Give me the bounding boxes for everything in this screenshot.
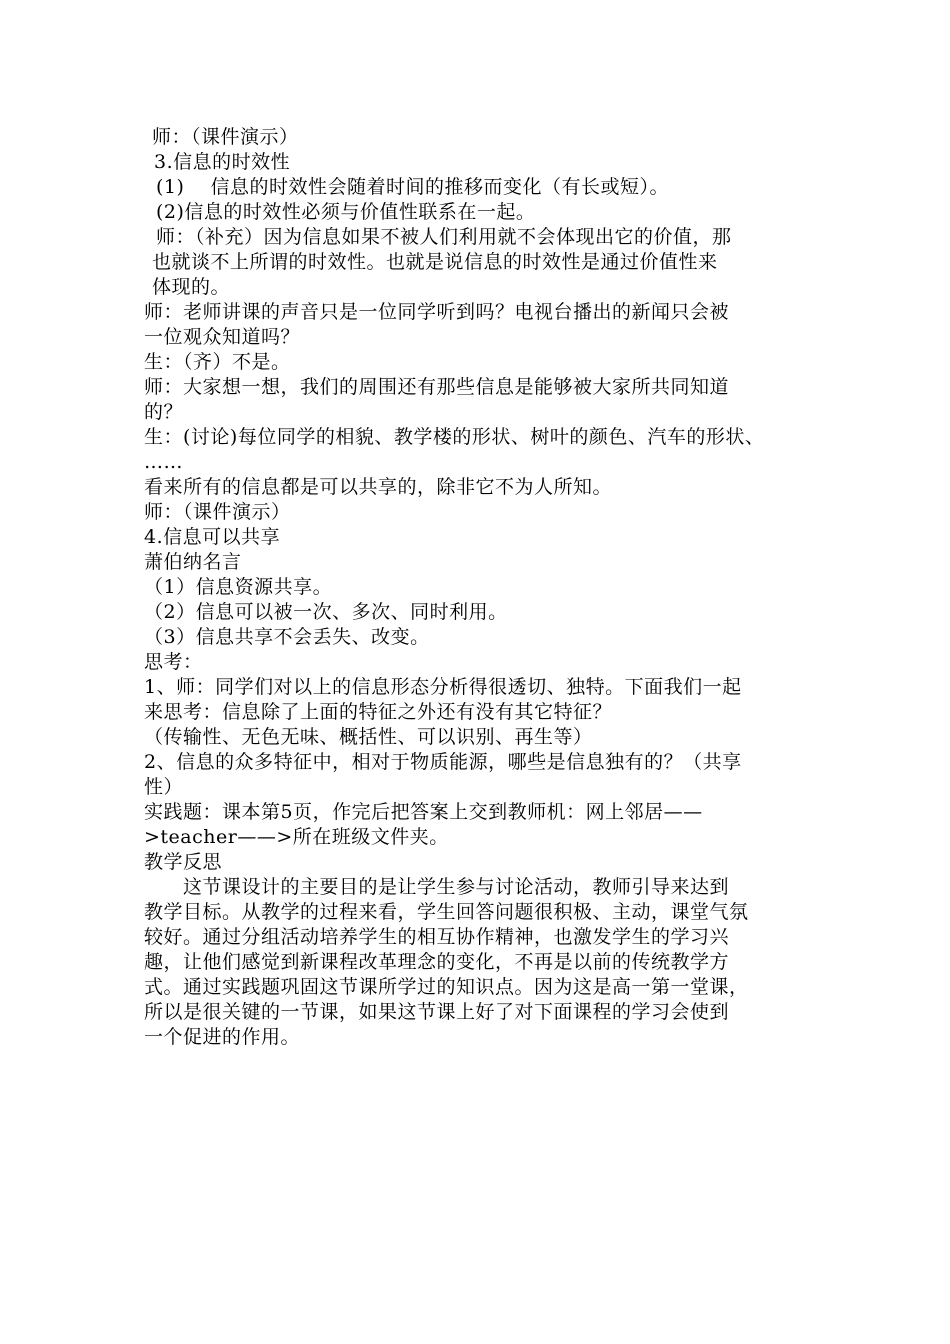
text-line: 师：（补充）因为信息如果不被人们利用就不会体现出它的价值，那 [156, 226, 732, 248]
text-line: 这节课设计的主要目的是让学生参与讨论活动，教师引导来达到 [144, 876, 730, 898]
section-heading: 教学反思 [144, 851, 223, 873]
text-line: 师：（课件演示） [144, 501, 291, 523]
text-line: 也就谈不上所谓的时效性。也就是说信息的时效性是通过价值性来 [152, 251, 718, 273]
text-line: （2）信息可以被一次、多次、同时利用。 [144, 601, 508, 623]
text-line: 一个促进的作用。 [144, 1026, 301, 1048]
text-line: （1）信息资源共享。 [144, 576, 333, 598]
text-line: 一位观众知道吗？ [144, 326, 301, 348]
text-line: 1、师：同学们对以上的信息形态分析得很透切、独特。下面我们一起 [144, 676, 742, 698]
text-line: 实践题：课本第5页，作完后把答案上交到教师机：网上邻居—— [144, 801, 703, 823]
text-line: 师：（课件演示） [152, 126, 299, 148]
text-line: 趣，让他们感觉到新课程改革理念的变化，不再是以前的传统教学方 [144, 951, 730, 973]
text-line: 生：（齐）不是。 [144, 351, 291, 373]
text-line: （传输性、无色无味、概括性、可以识别、再生等） [144, 726, 593, 748]
text-line: 3.信息的时效性 [154, 151, 291, 173]
text-line: 生：(讨论)每位同学的相貌、教学楼的形状、树叶的颜色、汽车的形状、 [144, 426, 765, 448]
text-line: 式。通过实践题巩固这节课所学过的知识点。因为这是高一第一堂课， [144, 976, 749, 998]
text-line: >teacher——>所在班级文件夹。 [144, 826, 449, 848]
text-line: 4.信息可以共享 [144, 526, 281, 548]
text-line: 师：大家想一想，我们的周围还有那些信息是能够被大家所共同知道 [144, 376, 730, 398]
text-line: 思考： [144, 651, 203, 673]
text-line: …… [144, 451, 183, 473]
text-line: 看来所有的信息都是可以共享的，除非它不为人所知。 [144, 476, 613, 498]
text-line: 体现的。 [152, 276, 231, 298]
text-line: (1) 信息的时效性会随着时间的推移而变化（有长或短）。 [156, 176, 669, 198]
text-line: (2)信息的时效性必须与价值性联系在一起。 [156, 201, 536, 223]
text-line: 师：老师讲课的声音只是一位同学听到吗？电视台播出的新闻只会被 [144, 301, 730, 323]
text-line: （3）信息共享不会丢失、改变。 [144, 626, 430, 648]
text-line: 来思考：信息除了上面的特征之外还有没有其它特征？ [144, 701, 613, 723]
text-line: 所以是很关键的一节课，如果这节课上好了对下面课程的学习会使到 [144, 1001, 730, 1023]
text-line: 的？ [144, 401, 184, 423]
text-line: 2、信息的众多特征中，相对于物质能源，哪些是信息独有的？（共享 [144, 751, 742, 773]
text-line: 萧伯纳名言 [144, 551, 242, 573]
text-line: 性） [144, 776, 184, 798]
text-line: 教学目标。从教学的过程来看，学生回答问题很积极、主动，课堂气氛 [144, 901, 749, 923]
text-line: 较好。通过分组活动培养学生的相互协作精神，也激发学生的学习兴 [144, 926, 730, 948]
